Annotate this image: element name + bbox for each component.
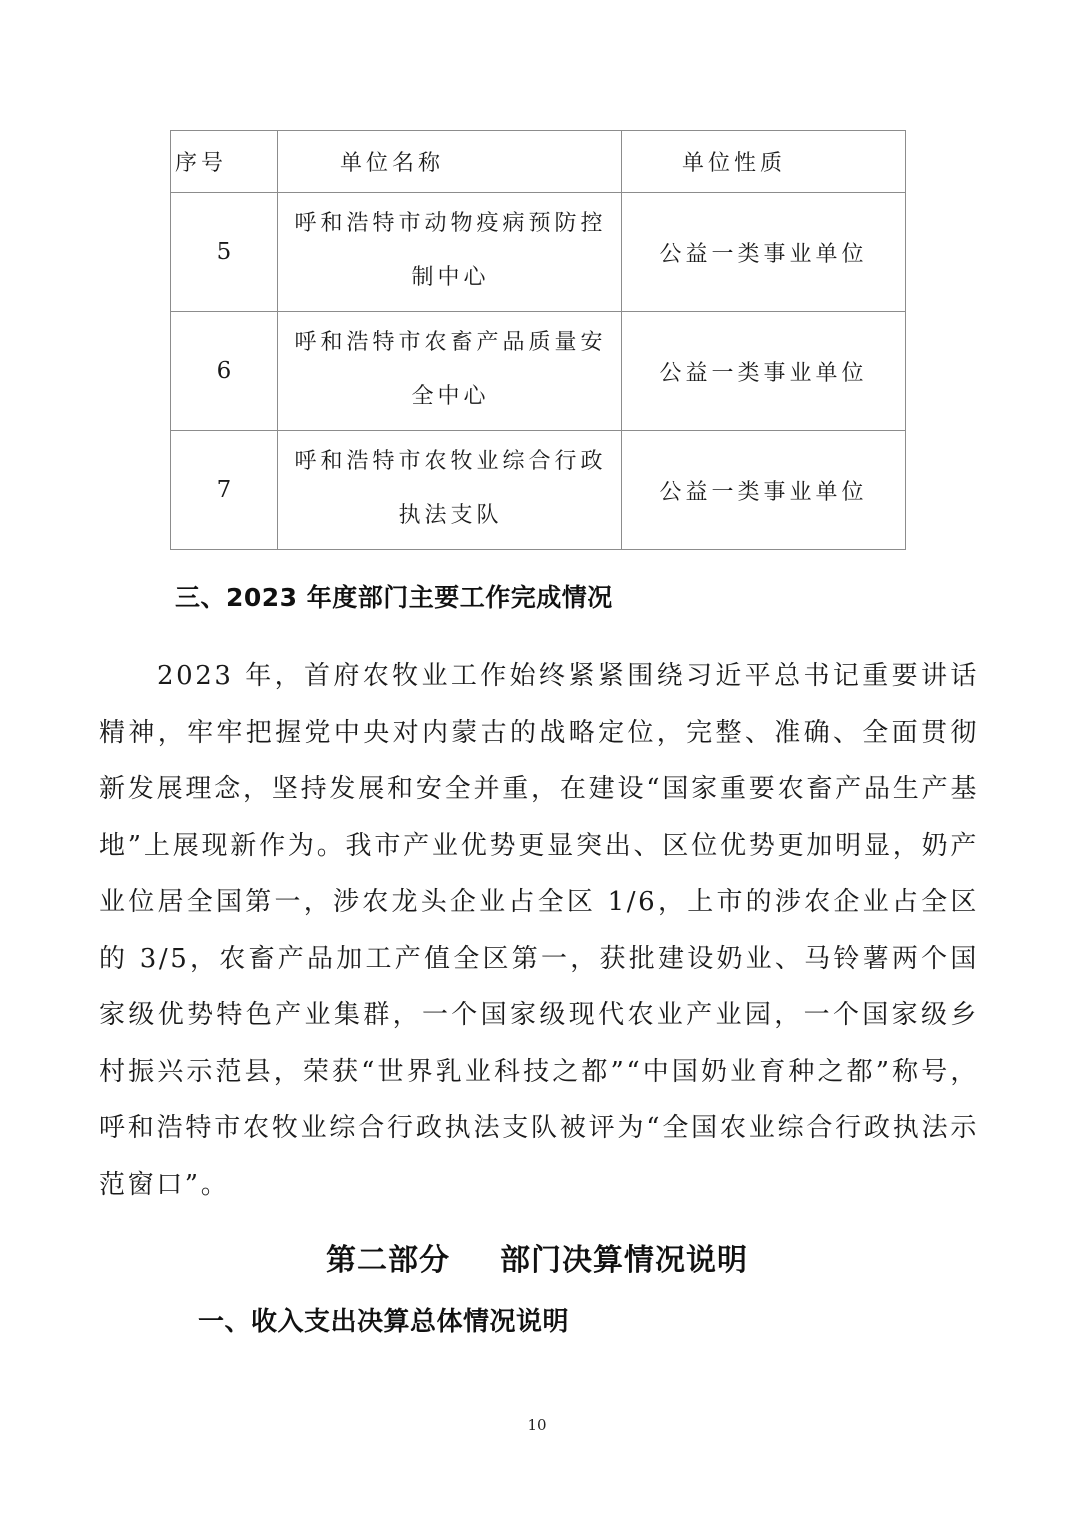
header-unit-nature: 单位性质 <box>622 131 906 193</box>
table-row <box>171 193 906 312</box>
cell-serial-no: 6 <box>171 312 278 431</box>
cell-unit-nature: 公益一类事业单位 <box>622 312 906 431</box>
cell-unit-nature: 公益一类事业单位 <box>622 431 906 550</box>
header-serial-no: 序号 <box>171 131 278 193</box>
cell-unit-name: 呼和浩特市动物疫病预防控制中心 <box>278 193 622 312</box>
cell-serial-no: 7 <box>171 431 278 550</box>
page-number: 10 <box>527 1416 547 1434</box>
cell-unit-nature: 公益一类事业单位 <box>622 193 906 312</box>
header-unit-name: 单位名称 <box>278 131 622 193</box>
cell-serial-no: 5 <box>171 193 278 312</box>
table-header-row <box>171 131 906 193</box>
cell-unit-name: 呼和浩特市农畜产品质量安全中心 <box>278 312 622 431</box>
work-completion-paragraph: 2023 年，首府农牧业工作始终紧紧围绕习近平总书记重要讲话精神，牢牢把握党中央对内蒙古的战略定位，完整、准确、全面贯彻新发展理念，坚持发展和安全并重，在建设“国家重要农畜产品生产基地”上展现新作为。我市产业优势更显突出、区位优势更加明显，奶产业位居全国第一，涉农龙头企业占全区 1/6，上市的涉农企业占全区的 3/5，农畜产品加工产值全区第一，获批建设奶业、马铃薯两个国家级优势特色产业集群，一个国家级现代农业产业园，一个国家级乡村振兴示范县，荣获“世界乳业科技之都”“中国奶业育种之都”称号，呼和浩特市农牧业综合行政执法支队被评为“全国农业综合行政执法示范窗口”。 <box>99 661 979 1200</box>
cell-unit-name: 呼和浩特市农牧业综合行政执法支队 <box>278 431 622 550</box>
unit-table <box>170 130 906 550</box>
part-two-subject: 部门决算情况说明 <box>500 1243 748 1278</box>
part-two-label: 第二部分 <box>326 1243 450 1278</box>
table-row <box>171 312 906 431</box>
table-row <box>171 431 906 550</box>
part-two-title <box>0 1235 1074 1279</box>
section-heading-work-completion: 三、2023 年度部门主要工作完成情况 <box>175 583 613 612</box>
subheading-income-expenditure: 一、收入支出决算总体情况说明 <box>198 1307 570 1337</box>
